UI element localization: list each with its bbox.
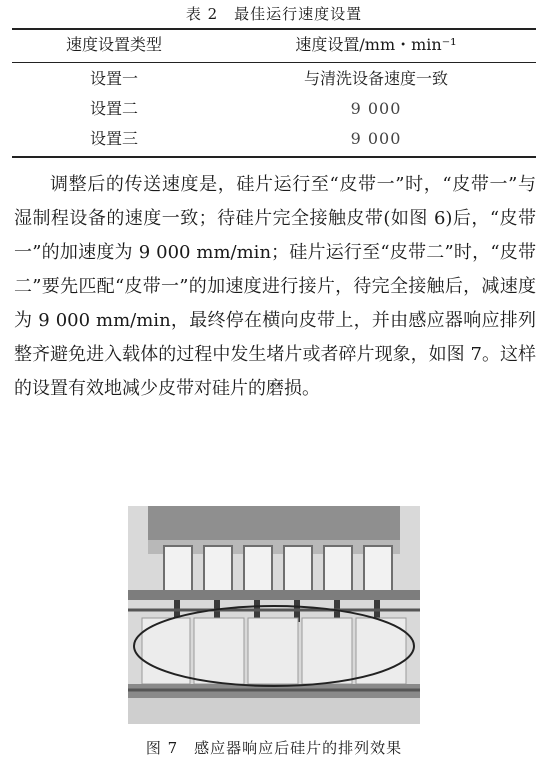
table-row — [12, 66, 536, 92]
figure-7-photo — [128, 506, 420, 724]
table-cell-speed: 9 000 — [350, 99, 402, 118]
table-title: 最佳运行速度设置 — [234, 5, 363, 23]
table-header-type: 速度设置类型 — [65, 35, 162, 54]
table-caption — [0, 2, 548, 26]
table-top-rule — [12, 28, 536, 30]
table-header-row — [12, 32, 536, 58]
table-cell-type: 设置二 — [89, 99, 138, 118]
figure-title: 感应器响应后硅片的排列效果 — [194, 739, 403, 757]
table-number: 表 2 — [185, 5, 219, 23]
figure-caption — [0, 736, 548, 760]
figure-number: 图 7 — [145, 739, 179, 757]
table-header-rule — [12, 62, 536, 63]
table-row — [12, 126, 536, 152]
table-cell-type: 设置三 — [89, 129, 138, 148]
body-text — [14, 168, 536, 406]
body-paragraph: 调整后的传送速度是，硅片运行至“皮带一”时，“皮带一”与湿制程设备的速度一致；待硅片完全接触皮带(如图 6)后，“皮带一”的加速度为 9 000 mm/min；硅片运行至“皮带二”时，“皮带二”要先匹配“皮带一”的加速度进行接片，待完全接触后，减速度为 9 000 mm/min，最终停在横向皮带上，并由感应器响应排列整齐避免进入载体的过程中发生堵片或者碎片现象，如图 7。这样的设置有效地减少皮带对硅片的磨损。 — [14, 174, 536, 399]
table-cell-speed: 9 000 — [350, 129, 402, 148]
table-cell-speed: 与清洗设备速度一致 — [303, 69, 448, 88]
wafer-conveyor-photo — [128, 506, 420, 724]
table-bottom-rule — [12, 156, 536, 158]
table-header-speed: 速度设置/mm・min⁻¹ — [295, 35, 457, 54]
table-cell-type: 设置一 — [89, 69, 138, 88]
table-row — [12, 96, 536, 122]
